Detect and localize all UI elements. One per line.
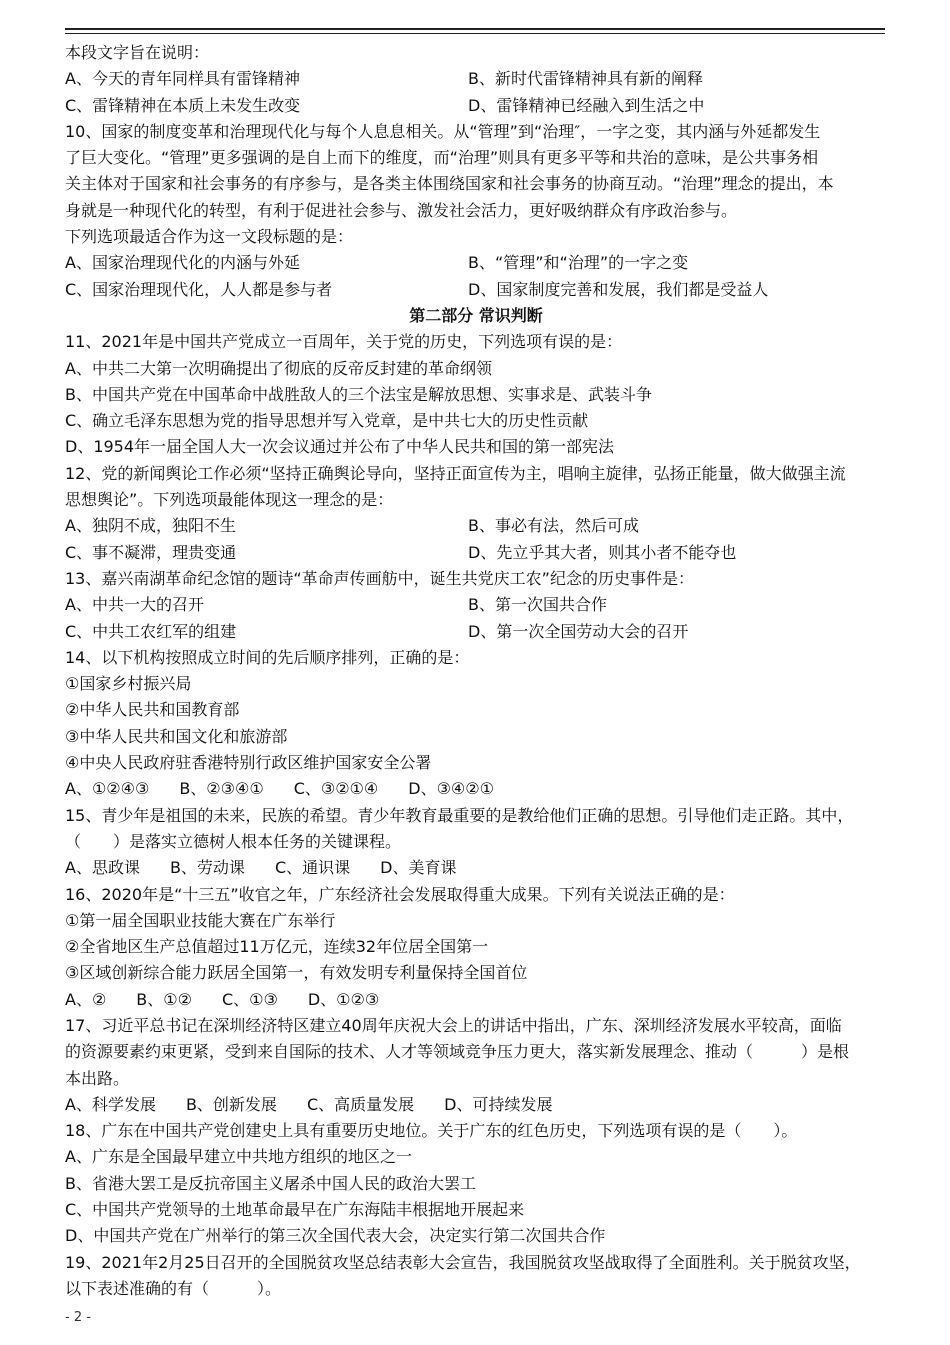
q12-option-c: C、事不凝滞，理贵变通 xyxy=(65,542,237,562)
q9-stem: 本段文字旨在说明： xyxy=(65,43,210,62)
q11-option-d: D、1954年一届全国人大一次会议通过并公布了中华人民共和国的第一部宪法 xyxy=(65,437,615,457)
q13-option-d: D、第一次全国劳动大会的召开 xyxy=(468,621,689,641)
q10-line: 关主体对于国家和社会事务的有序参与，是各类主体围绕国家和社会事务的协商互动。“治理”理念的提出，本 xyxy=(65,174,834,194)
section-title: 第二部分 常识判断 xyxy=(409,305,543,325)
q16-item: ①第一届全国职业技能大赛在广东举行 xyxy=(65,910,336,930)
q14-item: ②中华人民共和国教育部 xyxy=(65,700,240,720)
q18-option-b: B、省港大罢工是反抗帝国主义屠杀中国人民的政治大罢工 xyxy=(65,1173,476,1193)
q13-option-b: B、第一次国共合作 xyxy=(468,595,607,615)
q16-options xyxy=(65,987,887,1013)
q15-option-a: A、思政课 xyxy=(65,858,140,878)
q13-option-a: A、中共一大的召开 xyxy=(65,595,204,615)
q17-option-a: A、科学发展 xyxy=(65,1094,156,1114)
q10-options-row-2 xyxy=(65,277,887,303)
q17-option-c: C、高质量发展 xyxy=(306,1094,415,1114)
q17-option-b: B、创新发展 xyxy=(185,1094,277,1114)
q18-option-c: C、中国共产党领导的土地革命最早在广东海陆丰根据地开展起来 xyxy=(65,1200,525,1220)
q13-option-c: C、中共工农红军的组建 xyxy=(65,621,237,641)
q11-option-c: C、确立毛泽东思想为党的指导思想并写入党章，是中共七大的历史性贡献 xyxy=(65,411,589,431)
q11-stem: 11、2021年是中国共产党成立一百周年，关于党的历史，下列选项有误的是： xyxy=(65,332,623,352)
q10-option-d: D、国家制度完善和发展，我们都是受益人 xyxy=(468,279,769,299)
q14-item: ④中央人民政府驻香港特别行政区维护国家安全公署 xyxy=(65,753,432,773)
q12-option-d: D、先立乎其大者，则其小者不能夺也 xyxy=(468,542,737,562)
q17-options xyxy=(65,1092,887,1118)
q14-item: ③中华人民共和国文化和旅游部 xyxy=(65,726,288,746)
q9-options-row-2 xyxy=(65,93,887,119)
q15-line: 15、青少年是祖国的未来，民族的希望。青少年教育最重要的是教给他们正确的思想。引导他们走正路。其中， xyxy=(65,805,854,825)
q13-options-row-1 xyxy=(65,592,887,618)
q14-option-c: C、③②①④ xyxy=(293,779,379,799)
q12-option-b: B、事必有法，然后可成 xyxy=(468,516,639,536)
q17-line: 的资源要素约束更紧，受到来自国际的技术、人才等领域竞争压力更大，落实新发展理念、推动（ ）是根 xyxy=(65,1042,850,1062)
q12-options-row-2 xyxy=(65,540,887,566)
q18-stem: 18、广东在中国共产党创建史上具有重要历史地位。关于广东的红色历史，下列选项有误的是（ ）。 xyxy=(65,1121,798,1141)
q13-stem: 13、嘉兴南湖革命纪念馆的题诗“革命声传画舫中，诞生共党庆工农”纪念的历史事件是： xyxy=(65,568,694,588)
q12-option-a: A、独阴不成，独阳不生 xyxy=(65,516,236,536)
q12-options-row-1 xyxy=(65,513,887,539)
q15-option-c: C、通识课 xyxy=(274,858,351,878)
q16-option-a: A、② xyxy=(65,989,107,1009)
q10-passage xyxy=(65,119,887,250)
q16-option-c: C、①③ xyxy=(221,989,278,1009)
q14-option-a: A、①②④③ xyxy=(65,779,150,799)
q17-option-d: D、可持续发展 xyxy=(444,1094,553,1114)
q10-option-c: C、国家治理现代化，人人都是参与者 xyxy=(65,279,333,299)
q10-option-a: A、国家治理现代化的内涵与外延 xyxy=(65,253,300,273)
q16-option-d: D、①②③ xyxy=(307,989,380,1009)
q10-line: 身就是一种现代化的转型，有利于促进社会参与、激发社会活力，更好吸纳群众有序政治参与。 xyxy=(65,200,738,220)
q14-option-b: B、②③④① xyxy=(179,779,264,799)
q16-item: ②全省地区生产总值超过11万亿元，连续32年位居全国第一 xyxy=(65,937,489,957)
q9-option-d: D、雷锋精神已经融入到生活之中 xyxy=(468,95,705,115)
q10-line: 了巨大变化。“管理”更多强调的是自上而下的维度，而“治理”则具有更多平等和共治的意味，是公共事务相 xyxy=(65,148,819,168)
q13-options-row-2 xyxy=(65,619,887,645)
q14-option-d: D、③④②① xyxy=(408,779,494,799)
q18-option-d: D、中国共产党在广州举行的第三次全国代表大会，决定实行第二次国共合作 xyxy=(65,1226,606,1246)
q10-options-row-1 xyxy=(65,250,887,276)
q17-line: 本出路。 xyxy=(65,1068,130,1088)
q14-item: ①国家乡村振兴局 xyxy=(65,674,192,694)
q11-option-b: B、中国共产党在中国革命中战胜敌人的三个法宝是解放思想、实事求是、武装斗争 xyxy=(65,384,652,404)
header-rule-thin xyxy=(65,33,885,34)
q9-option-b: B、新时代雷锋精神具有新的阐释 xyxy=(468,69,703,89)
q14-stem: 14、以下机构按照成立时间的先后顺序排列，正确的是： xyxy=(65,647,470,667)
q19-line: 以下表述准确的有（ ）。 xyxy=(65,1278,282,1298)
q15-options xyxy=(65,855,887,881)
q17-line: 17、习近平总书记在深圳经济特区建立40周年庆祝大会上的讲话中指出，广东、深圳经济发展水平较高，面临 xyxy=(65,1015,842,1035)
q16-item: ③区域创新综合能力跃居全国第一，有效发明专利量保持全国首位 xyxy=(65,963,528,983)
q10-line: 10、国家的制度变革和治理现代化与每个人息息相关。从“管理”到“治理″，一字之变，其内涵与外延都发生 xyxy=(65,121,821,141)
q14-options xyxy=(65,776,887,802)
q16-stem: 16、2020年是“十三五”收官之年，广东经济社会发展取得重大成果。下列有关说法正确的是： xyxy=(65,884,735,904)
q19-line: 19、2021年2月25日召开的全国脱贫攻坚总结表彰大会宣告，我国脱贫攻坚战取得了全面胜利。关于脱贫攻坚， xyxy=(65,1252,861,1272)
q10-question: 下列选项最适合作为这一文段标题的是： xyxy=(65,227,354,247)
q15-line: （ ）是落实立德树人根本任务的关键课程。 xyxy=(65,831,402,851)
header-rule-thick xyxy=(65,28,885,30)
q15-option-b: B、劳动课 xyxy=(169,858,245,878)
q15-option-d: D、美育课 xyxy=(380,858,457,878)
q12-line: 思想舆论”。下列选项最能体现这一理念的是： xyxy=(65,490,394,510)
q12-line: 12、党的新闻舆论工作必须“坚持正确舆论导向，坚持正面宣传为主，唱响主旋律，弘扬正能量，做大做强主流 xyxy=(65,463,846,483)
q9-options-row-1 xyxy=(65,66,887,92)
q16-option-b: B、①② xyxy=(136,989,192,1009)
page-number: - 2 - xyxy=(65,1310,91,1325)
q11-option-a: A、中共二大第一次明确提出了彻底的反帝反封建的革命纲领 xyxy=(65,358,492,378)
page-content xyxy=(65,40,887,1302)
q10-option-b: B、“管理”和“治理”的一字之变 xyxy=(468,253,689,273)
q9-option-c: C、雷锋精神在本质上未发生改变 xyxy=(65,95,301,115)
q18-option-a: A、广东是全国最早建立中共地方组织的地区之一 xyxy=(65,1147,412,1167)
q9-option-a: A、今天的青年同样具有雷锋精神 xyxy=(65,69,300,89)
